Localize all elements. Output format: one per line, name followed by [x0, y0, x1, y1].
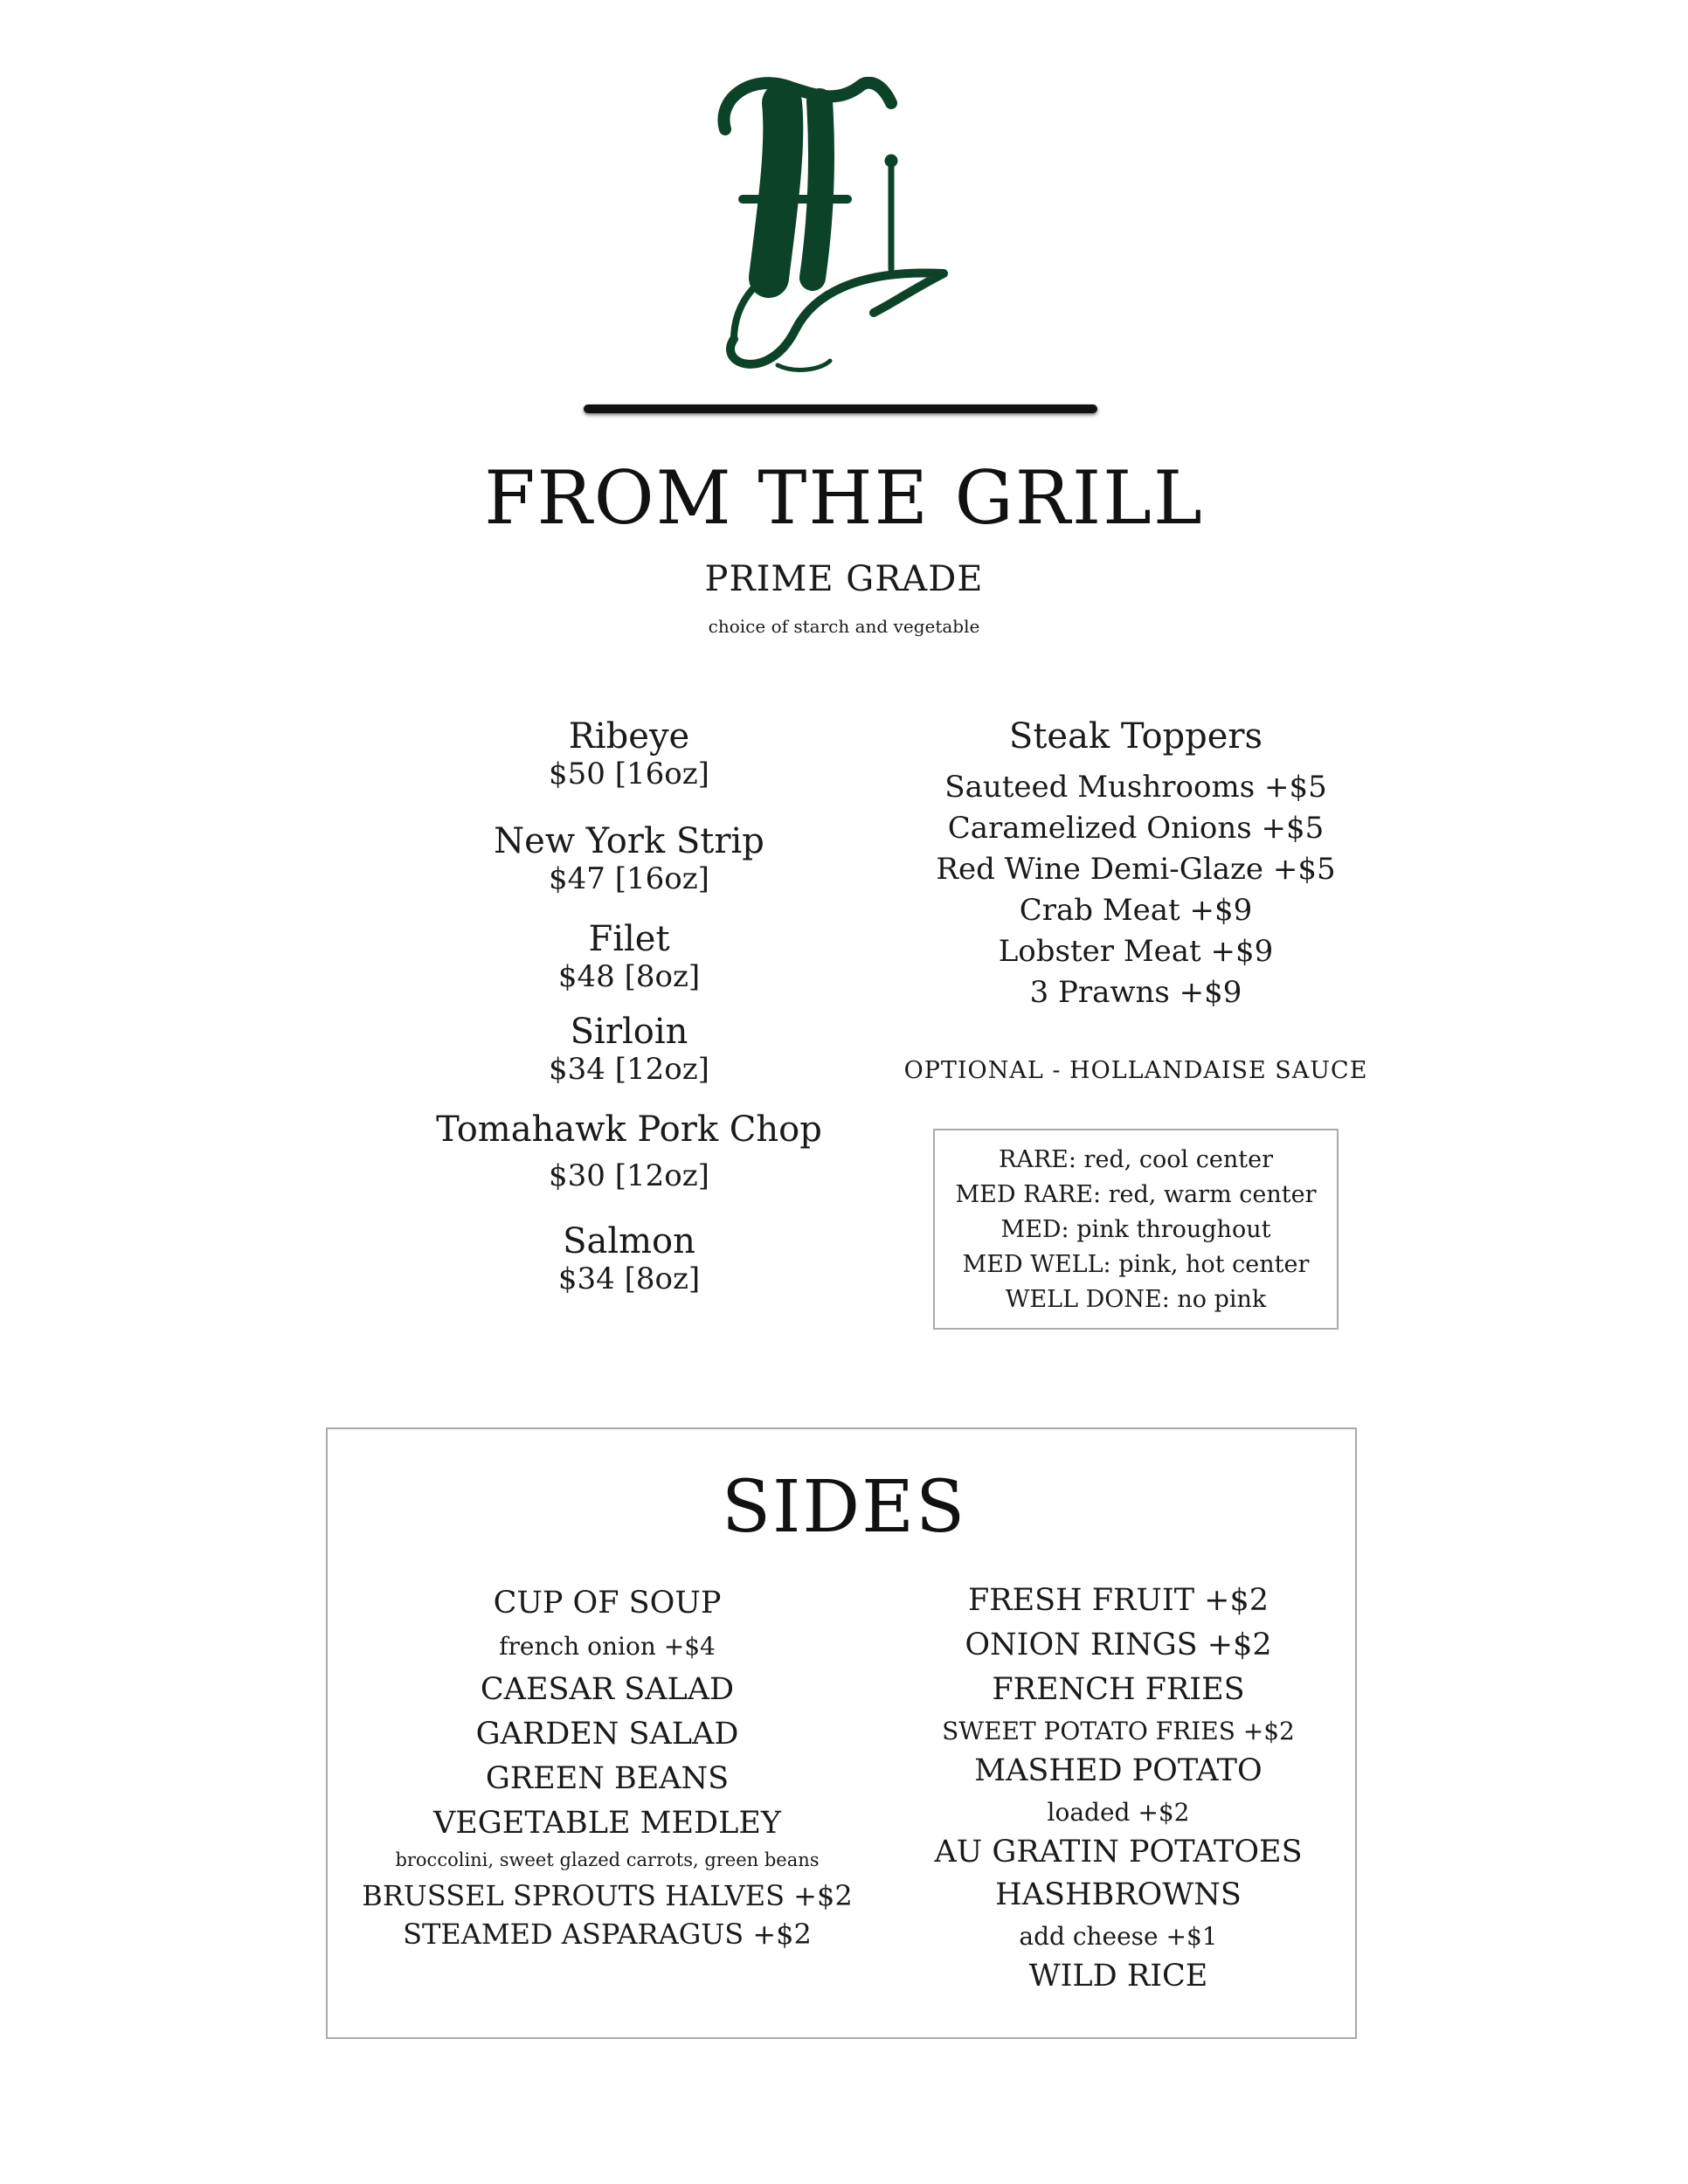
menu-item-name: Tomahawk Pork Chop [436, 1109, 822, 1150]
side-item: FRENCH FRIES [992, 1672, 1245, 1707]
side-item: GARDEN SALAD [475, 1717, 739, 1752]
menu-item-name: Sirloin [570, 1012, 688, 1052]
section-note-grill: choice of starch and vegetable [708, 616, 980, 637]
steak-toppers-list [874, 716, 1398, 1013]
topper-item: Sauteed Mushrooms +$5 [944, 770, 1327, 805]
side-item: CUP OF SOUP [493, 1586, 722, 1621]
menu-item [384, 716, 874, 791]
side-item: WILD RICE [1028, 1959, 1208, 1994]
menu-item-name: Ribeye [568, 716, 690, 757]
doneness-item: MED WELL: pink, hot center [962, 1251, 1310, 1278]
doneness-guide [933, 1129, 1339, 1330]
side-item: FRESH FRUIT +$2 [967, 1583, 1269, 1618]
menu-item [384, 1012, 874, 1087]
menu-item-price: $34 [8oz] [557, 1261, 701, 1296]
side-item: BRUSSEL SPROUTS HALVES +$2 [362, 1879, 853, 1912]
grill-items-list [384, 716, 874, 1296]
optional-sauce-note: OPTIONAL - HOLLANDAISE SAUCE [903, 1057, 1368, 1084]
logo-icon [716, 77, 961, 374]
side-item: GREEN BEANS [485, 1761, 730, 1796]
topper-item: Caramelized Onions +$5 [947, 811, 1325, 846]
menu-item-name: New York Strip [494, 821, 764, 861]
menu-item-name: Filet [588, 919, 670, 959]
side-item: MASHED POTATO [974, 1753, 1263, 1788]
sides-list-left [358, 1586, 856, 1951]
side-item: CAESAR SALAD [480, 1672, 735, 1707]
topper-item: Red Wine Demi-Glaze +$5 [936, 852, 1336, 887]
topper-item: Lobster Meat +$9 [998, 934, 1274, 969]
side-item-note: add cheese +$1 [1019, 1922, 1218, 1951]
side-item-note: french onion +$4 [499, 1632, 716, 1661]
doneness-item: MED: pink throughout [1000, 1216, 1271, 1243]
menu-item [384, 1221, 874, 1296]
section-title-grill: FROM THE GRILL [484, 455, 1204, 541]
section-title-sides: SIDES [721, 1466, 967, 1549]
side-item-note: broccolini, sweet glazed carrots, green beans [395, 1849, 820, 1870]
side-item: ONION RINGS +$2 [965, 1628, 1272, 1662]
header-divider [584, 404, 1097, 413]
doneness-item: MED RARE: red, warm center [955, 1181, 1317, 1208]
menu-item [384, 919, 874, 994]
topper-item: 3 Prawns +$9 [1029, 975, 1242, 1010]
menu-item-price: $30 [12oz] [549, 1158, 709, 1193]
topper-item: Crab Meat +$9 [1019, 893, 1253, 928]
menu-item [384, 1109, 874, 1193]
side-item: AU GRATIN POTATOES [934, 1835, 1303, 1870]
doneness-item: WELL DONE: no pink [1005, 1286, 1267, 1313]
doneness-item: RARE: red, cool center [999, 1146, 1273, 1173]
section-subtitle-grill: PRIME GRADE [704, 559, 984, 599]
steak-toppers-title: Steak Toppers [1008, 716, 1263, 757]
menu-item-price: $47 [16oz] [549, 861, 709, 896]
side-item-note: loaded +$2 [1047, 1798, 1190, 1827]
side-item: VEGETABLE MEDLEY [432, 1806, 782, 1841]
side-item: HASHBROWNS [995, 1877, 1242, 1912]
menu-item-name: Salmon [563, 1221, 695, 1261]
side-item: SWEET POTATO FRIES +$2 [942, 1717, 1295, 1745]
menu-item-price: $48 [8oz] [557, 959, 701, 994]
sides-list-right [874, 1583, 1363, 1994]
side-item: STEAMED ASPARAGUS +$2 [403, 1918, 812, 1951]
menu-item-price: $50 [16oz] [549, 757, 709, 791]
menu-item [384, 821, 874, 896]
menu-item-price: $34 [12oz] [549, 1052, 709, 1087]
